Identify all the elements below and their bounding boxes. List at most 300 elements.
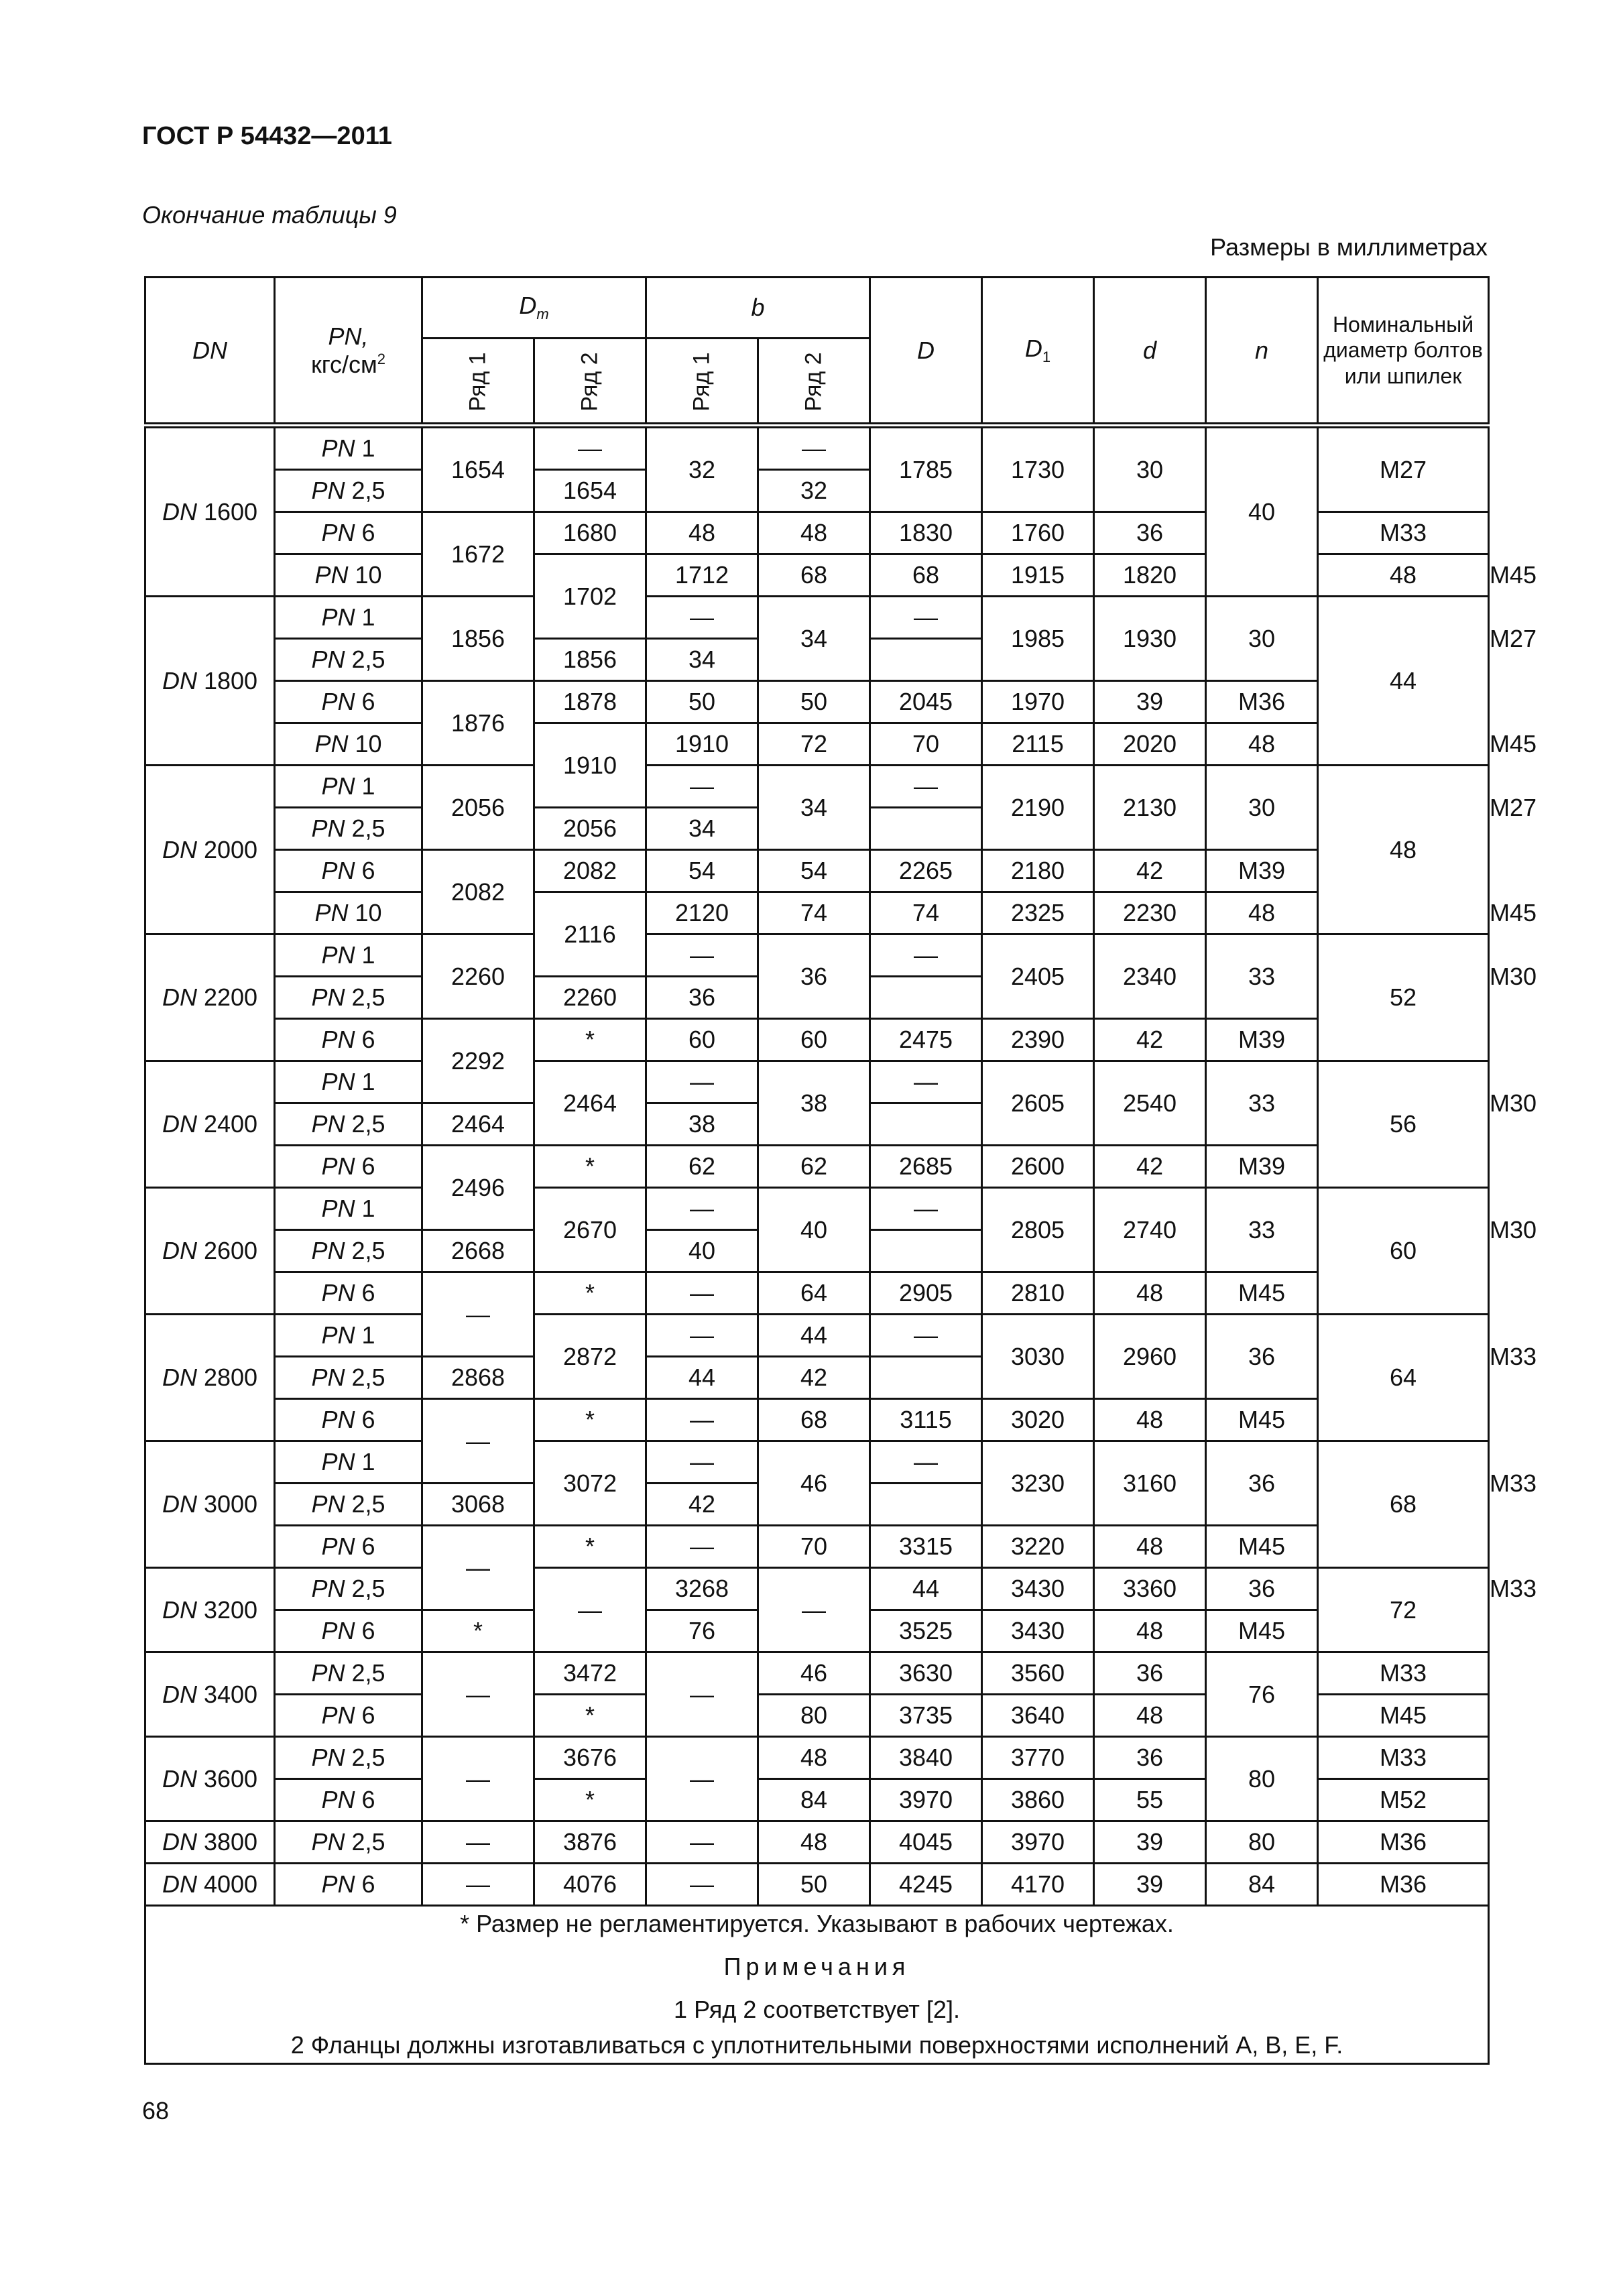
cell-pn: PN 6 — [275, 850, 422, 892]
cell-b-row1: 44 — [758, 1315, 870, 1357]
cell-d: 39 — [1094, 1864, 1206, 1906]
cell-D1: 2960 — [1094, 1315, 1206, 1399]
cell-D: 3430 — [982, 1568, 1094, 1610]
cell-d: 30 — [1206, 766, 1318, 850]
cell-D: 2405 — [982, 934, 1094, 1019]
table-row — [145, 1146, 1489, 1188]
cell-dm-row1: 1702 — [534, 554, 646, 639]
cell-b-row2: 54 — [758, 850, 870, 892]
cell-d: 48 — [1094, 1695, 1206, 1737]
col-header-b-row2: Ряд 2 — [758, 339, 870, 426]
cell-dm-row1: 2056 — [422, 766, 534, 850]
cell-dm-row1: — — [422, 1737, 534, 1821]
cell-dm-row2: — — [646, 1315, 758, 1357]
cell-b-row1: 74 — [758, 892, 870, 934]
cell-b-row2: 34 — [646, 639, 758, 681]
cell-d: 30 — [1206, 597, 1318, 681]
cell-pn: PN 6 — [275, 1526, 422, 1568]
cell-dm-row2: 2120 — [646, 892, 758, 934]
cell-dm-row2: 2668 — [422, 1230, 534, 1272]
cell-dm-row2: 3472 — [534, 1652, 646, 1695]
cell-b-row1: 34 — [758, 597, 870, 681]
cell-b-row2: 42 — [646, 1484, 758, 1526]
cell-dm-row1: 2292 — [422, 1019, 534, 1103]
cell-dn: DN 1600 — [145, 426, 275, 597]
cell-D1: 4170 — [982, 1864, 1094, 1906]
cell-D: 1785 — [870, 426, 982, 512]
table-row — [145, 1399, 1489, 1441]
cell-b-row1: 44 — [646, 1357, 758, 1399]
cell-dm-row2: 1910 — [646, 723, 758, 766]
cell-pn: PN 2,5 — [275, 639, 422, 681]
table-row: DN 2600 PN 1 2670 — 40 — 2805 2740 33 60 M30 — [145, 1188, 1489, 1230]
cell-bolt-diameter: M36 — [1206, 681, 1318, 723]
col-header-pn: PN, кгс/$см^2$ — [275, 278, 422, 426]
cell-bolt-diameter: M45 — [1206, 1526, 1318, 1568]
table-row: PN 10 1702 1712 68 68 1915 1820 48 M45 — [145, 554, 1489, 597]
cell-bolt-diameter: M33 — [1318, 1652, 1489, 1695]
col-header-D1: $D_1$ — [982, 278, 1094, 426]
cell-pn: PN 2,5 — [275, 1821, 422, 1864]
cell-dn: DN 2400 — [145, 1061, 275, 1188]
cell-dm-row2: 4076 — [534, 1864, 646, 1906]
cell-D1: 3020 — [982, 1399, 1094, 1441]
cell-b-row2: 48 — [758, 512, 870, 554]
cell-D: 3630 — [870, 1652, 982, 1695]
units-note: Размеры в миллиметрах — [1210, 233, 1488, 261]
cell-n: 80 — [1206, 1821, 1318, 1864]
cell-D: 2805 — [982, 1188, 1094, 1272]
cell-b-row2: 34 — [646, 808, 758, 850]
cell-D: 2685 — [870, 1146, 982, 1188]
cell-D: 3970 — [870, 1779, 982, 1821]
cell-dm-row1: — — [534, 1568, 646, 1652]
cell-b-row2: — — [870, 1315, 982, 1357]
cell-dm-row2: — — [646, 766, 758, 808]
cell-b-row2: — — [870, 1441, 982, 1484]
cell-dm-row1: — — [422, 1399, 534, 1484]
table-row — [145, 1526, 1489, 1568]
cell-pn: PN 6 — [275, 1019, 422, 1061]
cell-d: 33 — [1206, 934, 1318, 1019]
cell-bolt-diameter: M33 — [1318, 1737, 1489, 1779]
cell-pn: PN 2,5 — [275, 1484, 422, 1526]
cell-D: 4045 — [870, 1821, 982, 1864]
cell-dm-row2: * — [534, 1272, 646, 1315]
cell-dn: DN 2800 — [145, 1315, 275, 1441]
cell-n: 84 — [1206, 1864, 1318, 1906]
table-row: DN 1800 PN 1 1856 — 34 — 1985 1930 30 44 M27 — [145, 597, 1489, 639]
cell-pn: PN 1 — [275, 1441, 422, 1484]
cell-b-row2: 40 — [646, 1230, 758, 1272]
cell-pn: PN 2,5 — [275, 1737, 422, 1779]
cell-b-row2: 32 — [758, 470, 870, 512]
cell-dn: DN 3000 — [145, 1441, 275, 1568]
cell-b-row1: 32 — [646, 426, 758, 512]
cell-D1: 3360 — [1094, 1568, 1206, 1610]
cell-dm-row1: — — [422, 1526, 534, 1610]
cell-b-row1: 62 — [646, 1146, 758, 1188]
cell-D: 3735 — [870, 1695, 982, 1737]
cell-dm-row2: * — [534, 1399, 646, 1441]
col-header-dm: $D_m$ — [422, 278, 646, 339]
cell-d: 36 — [1206, 1315, 1318, 1399]
cell-D: 2190 — [982, 766, 1094, 850]
cell-dm-row1: 1654 — [422, 426, 534, 512]
cell-d: 48 — [1318, 554, 1489, 597]
cell-dn: DN 3400 — [145, 1652, 275, 1737]
cell-b-row2: 68 — [870, 554, 982, 597]
cell-b-row2: 74 — [870, 892, 982, 934]
col-header-b: b — [646, 278, 870, 339]
cell-b-row2: 64 — [758, 1272, 870, 1315]
cell-D: 3315 — [870, 1526, 982, 1568]
cell-D1: 3430 — [982, 1610, 1094, 1652]
cell-n: 44 — [1318, 597, 1489, 766]
cell-dm-row1: 2464 — [534, 1061, 646, 1146]
cell-pn: PN 6 — [275, 1272, 422, 1315]
cell-dm-row1: 1910 — [534, 723, 646, 808]
cell-bolt-diameter: M45 — [1318, 1695, 1489, 1737]
cell-D1: 2740 — [1094, 1188, 1206, 1272]
cell-bolt-diameter: M36 — [1318, 1821, 1489, 1864]
cell-pn: PN 6 — [275, 1610, 422, 1652]
cell-dm-row2: * — [534, 1695, 646, 1737]
table-row: DN 2000 PN 1 2056 — 34 — 2190 2130 30 48 M27 — [145, 766, 1489, 808]
cell-d: 39 — [1094, 1821, 1206, 1864]
cell-bolt-diameter: M39 — [1206, 850, 1318, 892]
cell-b-row1: 68 — [758, 554, 870, 597]
cell-dm-row2: 1680 — [534, 512, 646, 554]
cell-b-row2: 46 — [758, 1652, 870, 1695]
cell-b-row1: — — [646, 1526, 758, 1568]
cell-D1: 2340 — [1094, 934, 1206, 1019]
cell-D: 3840 — [870, 1737, 982, 1779]
cell-dm-row1: 1856 — [422, 597, 534, 681]
cell-d: 36 — [1206, 1568, 1318, 1610]
cell-D1: 1760 — [982, 512, 1094, 554]
table-row: DN 3000 PN 1 3072 — 46 — 3230 3160 36 68 M33 — [145, 1441, 1489, 1484]
cell-b-row2: 50 — [758, 681, 870, 723]
cell-D1: 3560 — [982, 1652, 1094, 1695]
col-header-bolt-diameter: Номинальный диаметр болтов или шпилек — [1318, 278, 1489, 426]
cell-dm-row2: 3068 — [422, 1484, 534, 1526]
cell-D1: 1970 — [982, 681, 1094, 723]
cell-d: 48 — [1094, 1399, 1206, 1441]
cell-bolt-diameter: M27 — [1318, 426, 1489, 512]
cell-pn: PN 6 — [275, 1779, 422, 1821]
cell-pn: PN 2,5 — [275, 1357, 422, 1399]
cell-dn: DN 2000 — [145, 766, 275, 934]
cell-pn: PN 1 — [275, 766, 422, 808]
cell-dm-row1: 2260 — [422, 934, 534, 1019]
cell-b-row1: — — [646, 1272, 758, 1315]
cell-D1: 3860 — [982, 1779, 1094, 1821]
cell-dm-row1: 2496 — [422, 1146, 534, 1230]
cell-bolt-diameter: M45 — [1206, 1610, 1318, 1652]
cell-b-row2: — — [870, 934, 982, 977]
cell-b-row1: — — [646, 1652, 758, 1737]
cell-dm-row2: 2260 — [534, 977, 646, 1019]
cell-D1: 2540 — [1094, 1061, 1206, 1146]
cell-dm-row2: 2868 — [422, 1357, 534, 1399]
cell-dm-row1: — — [422, 1272, 534, 1357]
cell-d: 48 — [1094, 1526, 1206, 1568]
cell-D1: 2230 — [1094, 892, 1206, 934]
table-row — [145, 1272, 1489, 1315]
cell-dm-row1: 2670 — [534, 1188, 646, 1272]
cell-b-row1: 54 — [646, 850, 758, 892]
cell-b-row1: 48 — [646, 512, 758, 554]
cell-pn: PN 1 — [275, 597, 422, 639]
cell-dm-row1: — — [422, 1864, 534, 1906]
footnote: * Размер не регламентируется. Указывают в рабочих чертежах. — [460, 1910, 1174, 1937]
cell-d: 48 — [1206, 723, 1318, 766]
cell-b-row1: — — [646, 1737, 758, 1821]
note-1: 1 Ряд 2 соответствует [2]. — [674, 1996, 960, 2024]
cell-pn: PN 1 — [275, 934, 422, 977]
cell-dm-row2: * — [534, 1019, 646, 1061]
cell-d: 55 — [1094, 1779, 1206, 1821]
cell-D: 3030 — [982, 1315, 1094, 1399]
table-row — [145, 850, 1489, 892]
cell-bolt-diameter: M39 — [1206, 1019, 1318, 1061]
cell-b-row1: — — [758, 1568, 870, 1652]
cell-dm-row2: — — [646, 1061, 758, 1103]
cell-pn: PN 2,5 — [275, 808, 422, 850]
table-row: DN 2800 PN 1 2872 — 44 — 3030 2960 36 64 M33 — [145, 1315, 1489, 1357]
cell-pn: PN 6 — [275, 1146, 422, 1188]
cell-dm-row1: — — [422, 1652, 534, 1737]
cell-b-row2: 68 — [758, 1399, 870, 1441]
cell-b-row2: 50 — [758, 1864, 870, 1906]
cell-pn: PN 1 — [275, 1315, 422, 1357]
cell-pn: PN 2,5 — [275, 470, 422, 512]
cell-b-row2: 76 — [646, 1610, 758, 1652]
cell-n: 68 — [1318, 1441, 1489, 1568]
cell-b-row1: 50 — [646, 681, 758, 723]
cell-dm-row1: 2872 — [534, 1315, 646, 1399]
cell-d: 36 — [1094, 1737, 1206, 1779]
cell-dm-row2: * — [534, 1146, 646, 1188]
cell-dm-row2: 3268 — [646, 1568, 758, 1610]
cell-dm-row2: * — [422, 1610, 534, 1652]
cell-pn: PN 2,5 — [275, 977, 422, 1019]
col-header-D: D — [870, 278, 982, 426]
cell-pn: PN 6 — [275, 681, 422, 723]
cell-dm-row1: 2082 — [422, 850, 534, 934]
cell-b-row1: 72 — [758, 723, 870, 766]
cell-b-row2: 42 — [758, 1357, 870, 1399]
cell-d: 33 — [1206, 1188, 1318, 1272]
cell-n: 56 — [1318, 1061, 1489, 1188]
cell-D1: 3970 — [982, 1821, 1094, 1864]
cell-pn: PN 1 — [275, 426, 422, 470]
cell-D1: 2180 — [982, 850, 1094, 892]
cell-dm-row2: * — [534, 1526, 646, 1568]
cell-dm-row2: 2056 — [534, 808, 646, 850]
table-row — [145, 1864, 1489, 1906]
cell-n: 48 — [1318, 766, 1489, 934]
cell-D1: 2600 — [982, 1146, 1094, 1188]
cell-dm-row2: 1712 — [646, 554, 758, 597]
table-row: DN 2200 PN 1 2260 — 36 — 2405 2340 33 52 M30 — [145, 934, 1489, 977]
cell-b-row2: 62 — [758, 1146, 870, 1188]
cell-dm-row2: 1878 — [534, 681, 646, 723]
cell-b-row2: — — [870, 1188, 982, 1230]
cell-b-row2: — — [758, 426, 870, 470]
cell-n: 52 — [1318, 934, 1489, 1061]
cell-dm-row2: * — [534, 1779, 646, 1821]
cell-bolt-diameter: M36 — [1318, 1864, 1489, 1906]
cell-pn: PN 2,5 — [275, 1103, 422, 1146]
cell-dn: DN 2200 — [145, 934, 275, 1061]
cell-dm-row1: 2116 — [534, 892, 646, 977]
cell-D1: 2810 — [982, 1272, 1094, 1315]
cell-n: 76 — [1206, 1652, 1318, 1737]
cell-pn: PN 2,5 — [275, 1568, 422, 1610]
cell-dm-row2: — — [646, 597, 758, 639]
cell-d: 48 — [1206, 892, 1318, 934]
table-row — [145, 1821, 1489, 1864]
cell-D: 2265 — [870, 850, 982, 892]
cell-d: 36 — [1094, 1652, 1206, 1695]
cell-D: 2475 — [870, 1019, 982, 1061]
cell-bolt-diameter: M45 — [1206, 1272, 1318, 1315]
cell-pn: PN 10 — [275, 892, 422, 934]
cell-dm-row1: 1876 — [422, 681, 534, 766]
table-caption: Окончание таблицы 9 — [142, 201, 397, 229]
cell-dm-row2: 2464 — [422, 1103, 534, 1146]
cell-d: 39 — [1094, 681, 1206, 723]
cell-b-row2: 48 — [758, 1737, 870, 1779]
notes-title: Примечания — [723, 1953, 910, 1981]
table-body — [145, 426, 1537, 1906]
col-header-dm-row1: Ряд 1 — [422, 339, 534, 426]
cell-n: 72 — [1318, 1568, 1489, 1652]
cell-b-row1: 46 — [758, 1441, 870, 1526]
cell-pn: PN 1 — [275, 1061, 422, 1103]
cell-b-row2: — — [870, 766, 982, 808]
cell-b-row1: — — [646, 1864, 758, 1906]
cell-pn: PN 10 — [275, 554, 422, 597]
cell-b-row2: 84 — [758, 1779, 870, 1821]
cell-D: 2115 — [982, 723, 1094, 766]
col-header-n: n — [1206, 278, 1318, 426]
cell-dn: DN 3600 — [145, 1737, 275, 1821]
col-header-dm-row2: Ряд 2 — [534, 339, 646, 426]
cell-dm-row2: — — [646, 1188, 758, 1230]
cell-dm-row2: — — [646, 1441, 758, 1484]
cell-dn: DN 1800 — [145, 597, 275, 766]
cell-b-row2: 44 — [870, 1568, 982, 1610]
cell-b-row1: 36 — [758, 934, 870, 1019]
cell-d: 48 — [1094, 1610, 1206, 1652]
cell-b-row1: 34 — [758, 766, 870, 850]
cell-D1: 2020 — [1094, 723, 1206, 766]
table-row — [145, 1652, 1489, 1695]
cell-D: 3230 — [982, 1441, 1094, 1526]
table-row — [145, 1737, 1489, 1779]
flange-dimensions-table — [144, 276, 1537, 2065]
cell-D1: 3160 — [1094, 1441, 1206, 1526]
cell-D: 2045 — [870, 681, 982, 723]
cell-pn: PN 6 — [275, 1695, 422, 1737]
cell-D: 2605 — [982, 1061, 1094, 1146]
cell-d: 42 — [1094, 1019, 1206, 1061]
cell-dn: DN 3800 — [145, 1821, 275, 1864]
cell-dm-row2: 3876 — [534, 1821, 646, 1864]
table-row: DN 2400 PN 1 2464 — 38 — 2605 2540 33 56 M30 — [145, 1061, 1489, 1103]
cell-D: 2325 — [982, 892, 1094, 934]
cell-dm-row2: 2082 — [534, 850, 646, 892]
cell-d: 36 — [1094, 512, 1206, 554]
cell-dm-row1: 1672 — [422, 512, 534, 597]
cell-D1: 1820 — [1094, 554, 1206, 597]
page-number: 68 — [142, 2097, 170, 2124]
col-header-b-row1: Ряд 1 — [646, 339, 758, 426]
cell-pn: PN 2,5 — [275, 1652, 422, 1695]
cell-pn: PN 6 — [275, 1864, 422, 1906]
document-code: ГОСТ Р 54432—2011 — [142, 122, 392, 150]
cell-dn: DN 2600 — [145, 1188, 275, 1315]
cell-d: 36 — [1206, 1441, 1318, 1526]
cell-b-row1: 38 — [758, 1061, 870, 1146]
cell-D: 1985 — [982, 597, 1094, 681]
cell-bolt-diameter: M45 — [1206, 1399, 1318, 1441]
cell-dn: DN 4000 — [145, 1864, 275, 1906]
table-row: PN 10 2116 2120 74 74 2325 2230 48 M45 — [145, 892, 1489, 934]
cell-b-row2: 48 — [758, 1821, 870, 1864]
cell-dm-row2: 3676 — [534, 1737, 646, 1779]
cell-D: 4245 — [870, 1864, 982, 1906]
cell-D: 1915 — [982, 554, 1094, 597]
cell-b-row1: 60 — [646, 1019, 758, 1061]
cell-b-row2: 60 — [758, 1019, 870, 1061]
table-row — [145, 1019, 1489, 1061]
cell-D1: 1930 — [1094, 597, 1206, 681]
cell-b-row2: 38 — [646, 1103, 758, 1146]
cell-dm-row1: — — [422, 1821, 534, 1864]
cell-D: 1830 — [870, 512, 982, 554]
cell-D1: 3220 — [982, 1526, 1094, 1568]
cell-d: 33 — [1206, 1061, 1318, 1146]
col-header-dn: DN — [145, 278, 275, 426]
cell-pn: PN 10 — [275, 723, 422, 766]
table-row — [145, 681, 1489, 723]
cell-dm-row1: 3072 — [534, 1441, 646, 1526]
cell-D1: 3770 — [982, 1737, 1094, 1779]
cell-b-row2: 70 — [758, 1526, 870, 1568]
cell-bolt-diameter: M52 — [1318, 1779, 1489, 1821]
cell-dm-row2: — — [646, 934, 758, 977]
table-row — [145, 426, 1489, 470]
cell-D: 3115 — [870, 1399, 982, 1441]
cell-d: 42 — [1094, 1146, 1206, 1188]
cell-b-row2: 36 — [646, 977, 758, 1019]
cell-pn: PN 6 — [275, 512, 422, 554]
cell-b-row1: 40 — [758, 1188, 870, 1272]
cell-b-row2: 80 — [758, 1695, 870, 1737]
cell-b-row2: — — [870, 597, 982, 639]
cell-d: 42 — [1094, 850, 1206, 892]
col-header-d: d — [1094, 278, 1206, 426]
cell-D1: 3640 — [982, 1695, 1094, 1737]
cell-b-row2: 70 — [870, 723, 982, 766]
cell-n: 80 — [1206, 1737, 1318, 1821]
cell-dn: DN 3200 — [145, 1568, 275, 1652]
cell-D: 3525 — [870, 1610, 982, 1652]
